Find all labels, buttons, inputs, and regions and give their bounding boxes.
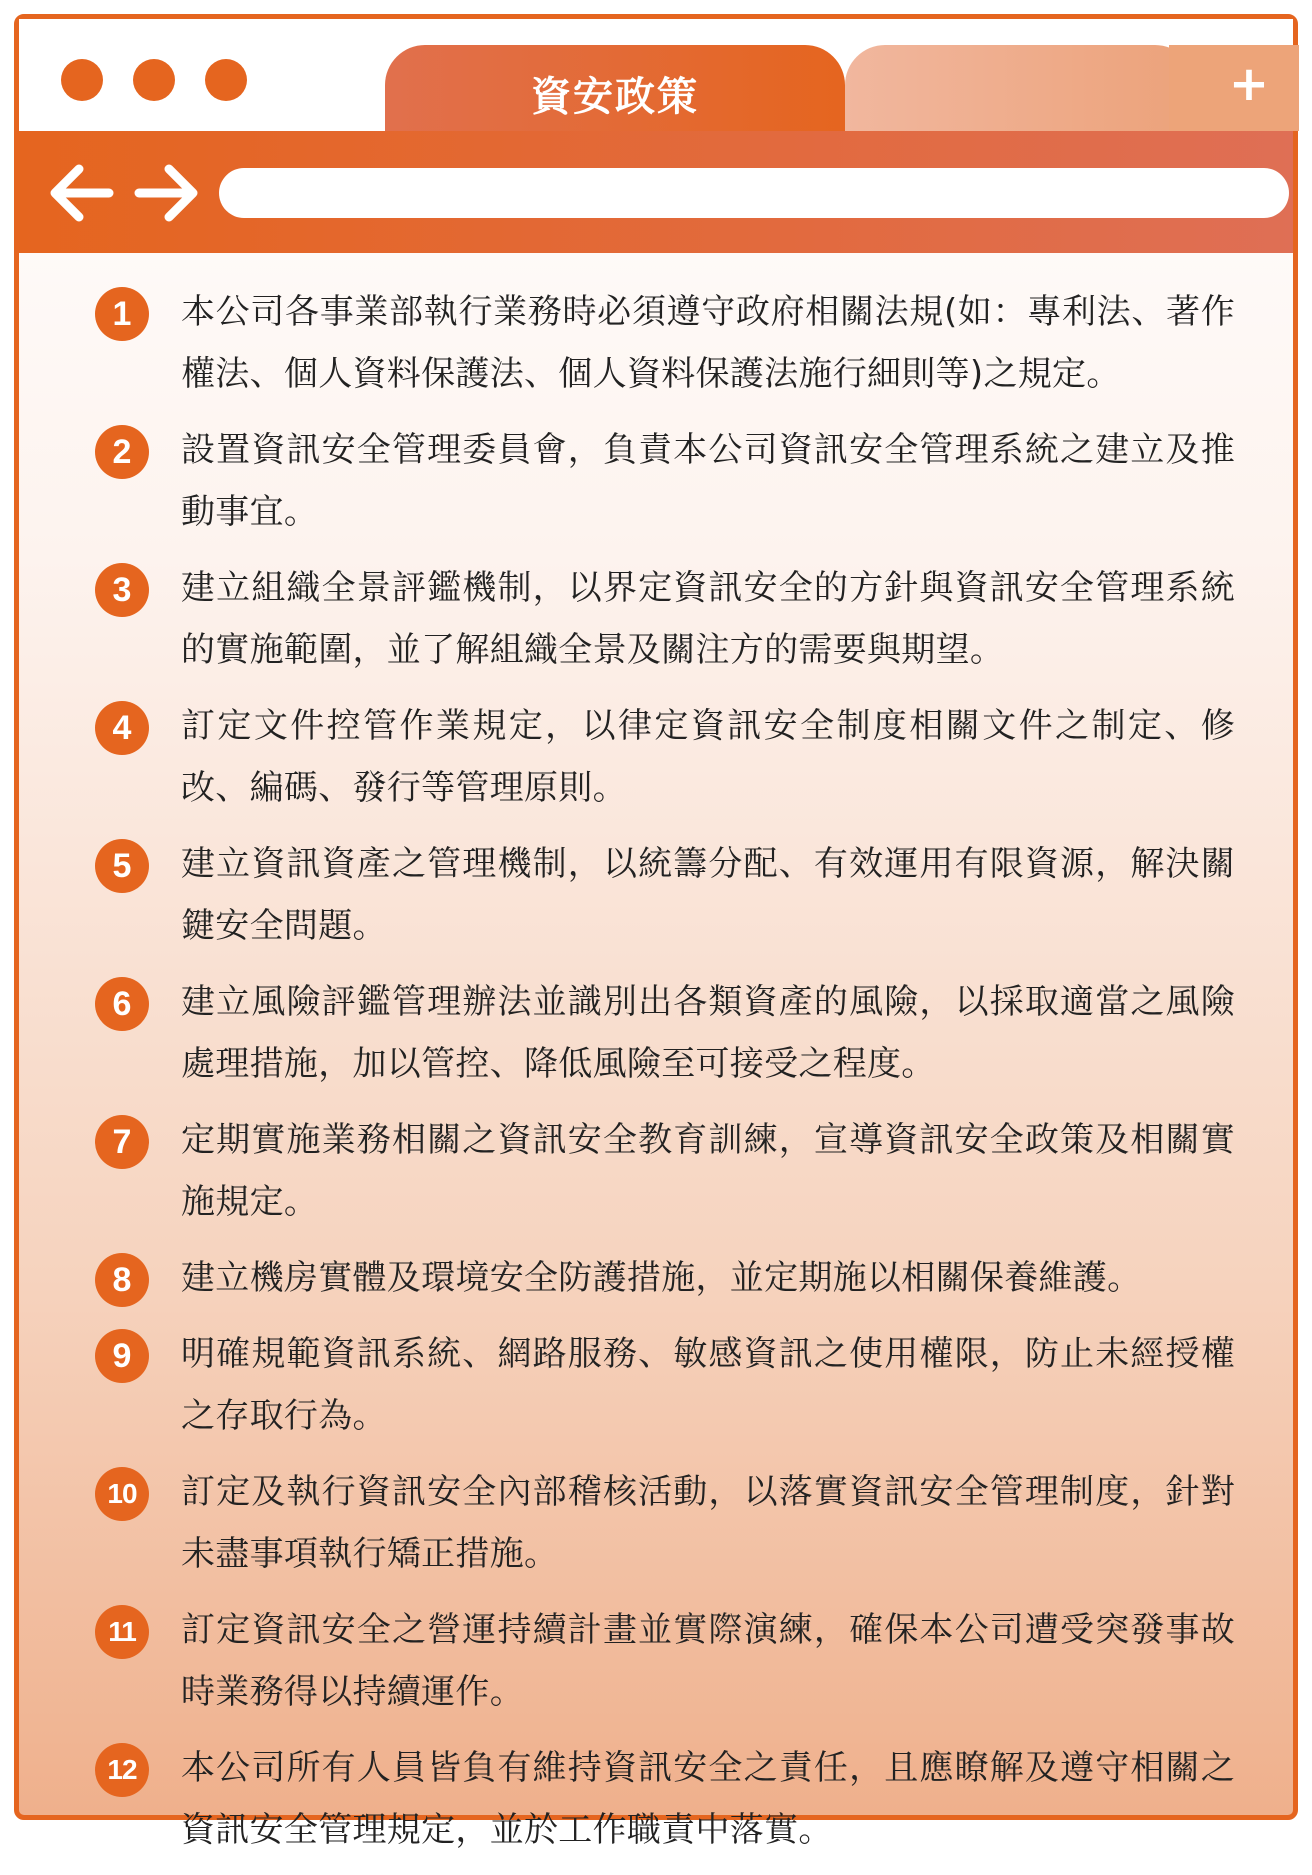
- item-text: 明確規範資訊系統、網路服務、敏感資訊之使用權限，防止未經授權之存取行為。: [181, 1334, 1235, 1436]
- item-text: 定期實施業務相關之資訊安全教育訓練，宣導資訊安全政策及相關實施規定。: [181, 1120, 1235, 1222]
- list-item: [95, 419, 1235, 543]
- list-item: [95, 833, 1235, 957]
- navigation-bar: [19, 131, 1293, 253]
- item-text: 訂定資訊安全之營運持續計畫並實際演練，確保本公司遭受突發事故時業務得以持續運作。: [181, 1610, 1235, 1712]
- item-text: 本公司所有人員皆負有維持資訊安全之責任，且應瞭解及遵守相關之資訊安全管理規定，並於工作職責中落實。: [181, 1748, 1235, 1850]
- item-number-badge: 6: [95, 977, 149, 1031]
- item-number-badge: 8: [95, 1253, 149, 1307]
- tab-active[interactable]: [385, 45, 845, 145]
- item-text: 訂定及執行資訊安全內部稽核活動，以落實資訊安全管理制度，針對未盡事項執行矯正措施。: [181, 1472, 1235, 1574]
- item-number-badge: 4: [95, 701, 149, 755]
- item-number-badge: 9: [95, 1329, 149, 1383]
- item-number-badge: 1: [95, 287, 149, 341]
- list-item: [95, 281, 1235, 405]
- item-number-badge: 10: [95, 1467, 149, 1521]
- item-text: 建立機房實體及環境安全防護措施，並定期施以相關保養維護。: [181, 1258, 1142, 1298]
- window-dot-icon[interactable]: [133, 59, 175, 101]
- title-bar: [19, 19, 1293, 131]
- list-item: [95, 1109, 1235, 1233]
- list-item: [95, 1323, 1235, 1447]
- item-text: 建立風險評鑑管理辦法並識別出各類資產的風險，以採取適當之風險處理措施，加以管控、降低風險至可接受之程度。: [181, 982, 1235, 1084]
- list-item: [95, 1599, 1235, 1723]
- list-item: [95, 557, 1235, 681]
- item-number-badge: 3: [95, 563, 149, 617]
- item-text: 建立資訊資產之管理機制，以統籌分配、有效運用有限資源，解決關鍵安全問題。: [181, 844, 1235, 946]
- new-tab-plus-icon[interactable]: +: [1228, 56, 1270, 112]
- item-text: 訂定文件控管作業規定，以律定資訊安全制度相關文件之制定、修改、編碼、發行等管理原則。: [181, 706, 1235, 808]
- back-arrow-icon[interactable]: [47, 161, 117, 225]
- window-dot-icon[interactable]: [61, 59, 103, 101]
- forward-arrow-icon[interactable]: [131, 161, 201, 225]
- list-item: [95, 971, 1235, 1095]
- browser-window: [14, 14, 1298, 1850]
- item-number-badge: 7: [95, 1115, 149, 1169]
- list-item: [95, 1737, 1235, 1861]
- item-number-badge: 2: [95, 425, 149, 479]
- item-number-badge: 11: [95, 1605, 149, 1659]
- item-text: 設置資訊安全管理委員會，負責本公司資訊安全管理系統之建立及推動事宜。: [181, 430, 1235, 532]
- list-item: [95, 1247, 1235, 1309]
- item-number-badge: 5: [95, 839, 149, 893]
- list-item: [95, 1461, 1235, 1585]
- tab-active-label: 資安政策: [531, 74, 699, 120]
- item-number-badge: 12: [95, 1743, 149, 1797]
- policy-list: [95, 281, 1235, 1875]
- address-bar[interactable]: [219, 168, 1289, 218]
- list-item: [95, 695, 1235, 819]
- item-text: 建立組織全景評鑑機制，以界定資訊安全的方針與資訊安全管理系統的實施範圍，並了解組織全景及關注方的需要與期望。: [181, 568, 1235, 670]
- item-text: 本公司各事業部執行業務時必須遵守政府相關法規(如：專利法、著作權法、個人資料保護法、個人資料保護法施行細則等)之規定。: [181, 292, 1235, 394]
- window-dot-icon[interactable]: [205, 59, 247, 101]
- tab-inactive[interactable]: [845, 45, 1195, 131]
